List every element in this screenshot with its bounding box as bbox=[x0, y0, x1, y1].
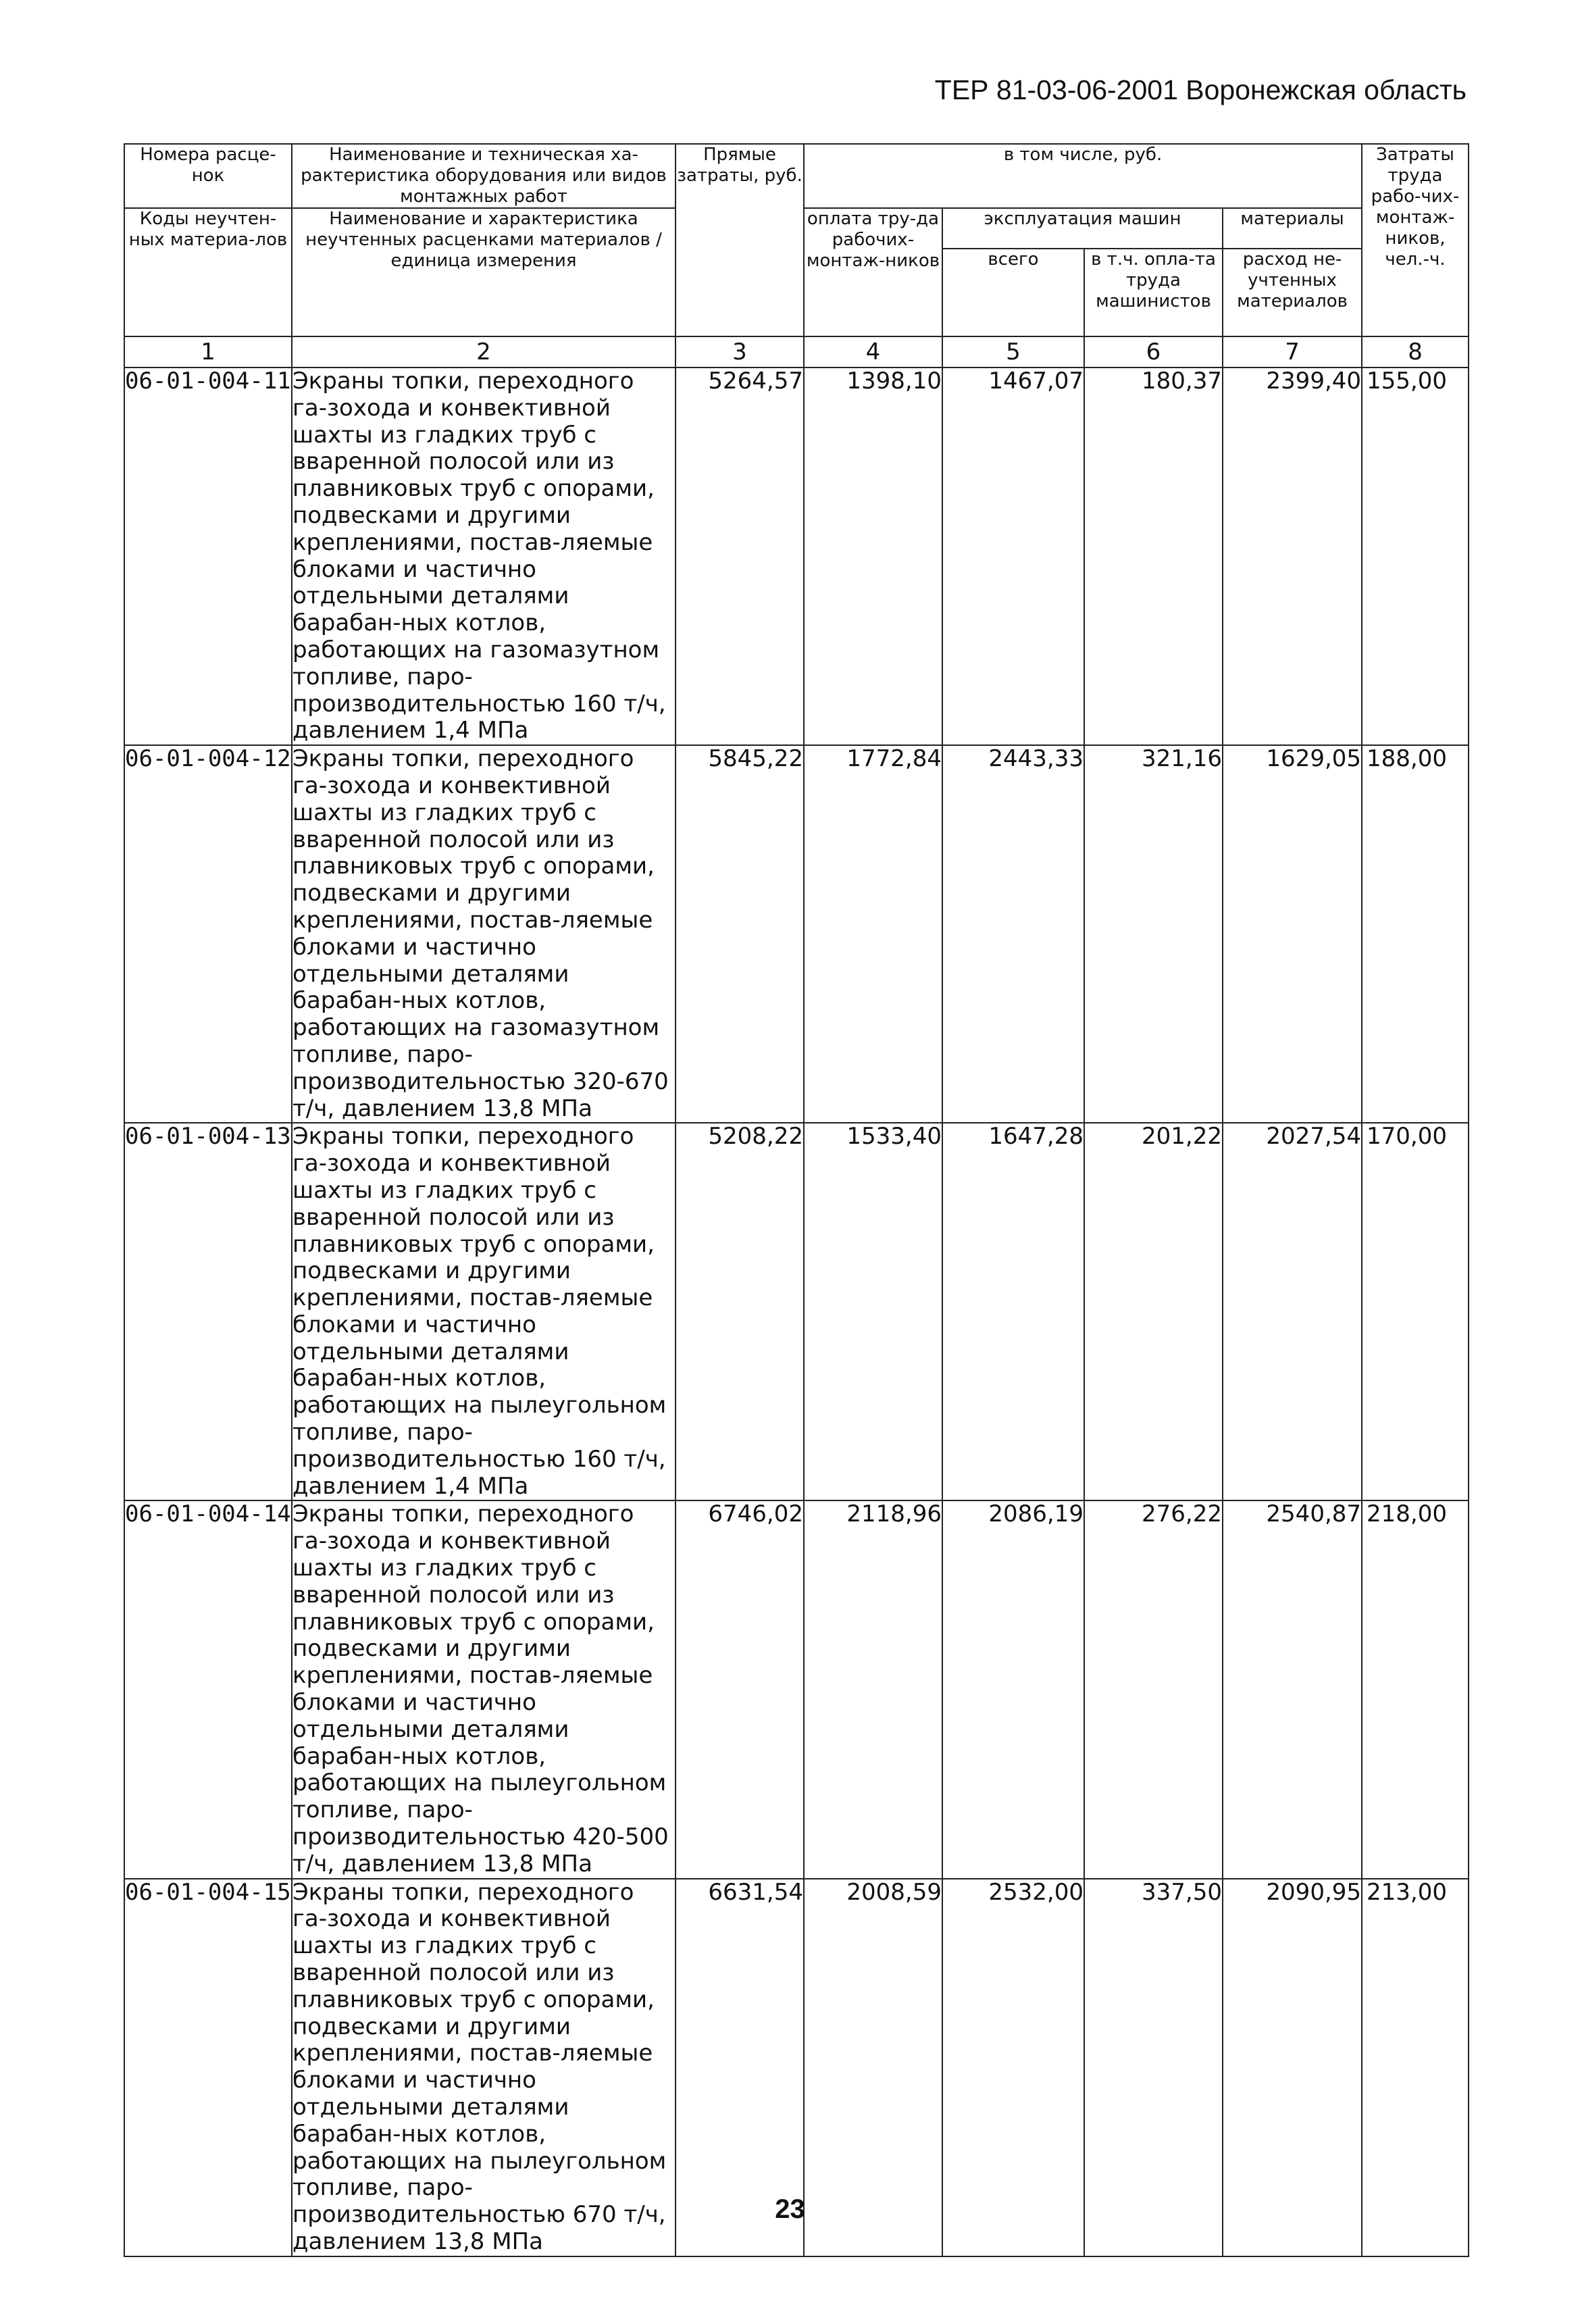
table-row bbox=[124, 745, 1469, 1123]
header-codes-bottom: Коды неучтен-ных материа-лов bbox=[124, 208, 292, 336]
machine-total-value: 2532,00 bbox=[942, 1879, 1084, 2256]
direct-costs-value: 6746,02 bbox=[676, 1500, 804, 1878]
rate-code: 06-01-004-14 bbox=[124, 1500, 292, 1878]
rate-name: Экраны топки, переходного га-зохода и конвективной шахты из гладких труб с вваренной полосой или из плавниковых труб с опорами, подвесками и другими креплениями, постав-ляемые блоками и частично отдельными деталями барабан-ных котлов, работающих на пылеугольном топливе, паро-производительностью 420-500 т/ч, давлением 13,8 МПа bbox=[292, 1500, 676, 1878]
column-number: 3 bbox=[676, 336, 804, 368]
machine-total-value: 2443,33 bbox=[942, 745, 1084, 1123]
direct-costs-value: 5208,22 bbox=[676, 1123, 804, 1500]
header-labor-pay: оплата тру-да рабочих-монтаж-ников bbox=[804, 208, 942, 336]
materials-value: 2027,54 bbox=[1223, 1123, 1362, 1500]
labor-hours-value: 218,00 bbox=[1362, 1500, 1469, 1878]
header-materials: материалы bbox=[1223, 208, 1362, 249]
machine-total-value: 2086,19 bbox=[942, 1500, 1084, 1878]
table-row bbox=[124, 1123, 1469, 1500]
rate-code: 06-01-004-11 bbox=[124, 368, 292, 745]
column-number-row bbox=[124, 336, 1469, 368]
header-direct-costs: Прямые затраты, руб. bbox=[676, 144, 804, 336]
operators-pay-value: 276,22 bbox=[1084, 1500, 1223, 1878]
direct-costs-value: 5845,22 bbox=[676, 745, 804, 1123]
table-row bbox=[124, 368, 1469, 745]
rate-name: Экраны топки, переходного га-зохода и конвективной шахты из гладких труб с вваренной полосой или из плавниковых труб с опорами, подвесками и другими креплениями, постав-ляемые блоками и частично отдельными деталями барабан-ных котлов, работающих на газомазутном топливе, паро-производительностью 320-670 т/ч, давлением 13,8 МПа bbox=[292, 745, 676, 1123]
page-number: 23 bbox=[775, 2194, 805, 2224]
column-number: 4 bbox=[804, 336, 942, 368]
machine-total-value: 1647,28 bbox=[942, 1123, 1084, 1500]
labor-pay-value: 2008,59 bbox=[804, 1879, 942, 2256]
labor-hours-value: 213,00 bbox=[1362, 1879, 1469, 2256]
header-machine-total: всего bbox=[942, 249, 1084, 336]
header-materials-unaccounted: расход не-учтенных материалов bbox=[1223, 249, 1362, 336]
direct-costs-value: 6631,54 bbox=[676, 1879, 804, 2256]
column-number: 1 bbox=[124, 336, 292, 368]
rates-table bbox=[124, 143, 1469, 2257]
header-machine-operators-pay: в т.ч. опла-та труда машинистов bbox=[1084, 249, 1223, 336]
operators-pay-value: 201,22 bbox=[1084, 1123, 1223, 1500]
header-name-top: Наименование и техническая ха-рактеристика оборудования или видов монтажных работ bbox=[292, 144, 676, 208]
materials-value: 2399,40 bbox=[1223, 368, 1362, 745]
labor-hours-value: 155,00 bbox=[1362, 368, 1469, 745]
column-number: 6 bbox=[1084, 336, 1223, 368]
rate-code: 06-01-004-15 bbox=[124, 1879, 292, 2256]
labor-pay-value: 1533,40 bbox=[804, 1123, 942, 1500]
labor-hours-value: 170,00 bbox=[1362, 1123, 1469, 1500]
table-row bbox=[124, 1500, 1469, 1878]
header-machine-ops: эксплуатация машин bbox=[942, 208, 1223, 249]
materials-value: 2540,87 bbox=[1223, 1500, 1362, 1878]
column-number: 2 bbox=[292, 336, 676, 368]
materials-value: 2090,95 bbox=[1223, 1879, 1362, 2256]
header-name-bottom: Наименование и характеристика неучтенных расценками материалов / единица измерения bbox=[292, 208, 676, 336]
column-number: 7 bbox=[1223, 336, 1362, 368]
rate-name: Экраны топки, переходного га-зохода и конвективной шахты из гладких труб с вваренной полосой или из плавниковых труб с опорами, подвесками и другими креплениями, постав-ляемые блоками и частично отдельными деталями барабан-ных котлов, работающих на пылеугольном топливе, паро-производительностью 160 т/ч, давлением 1,4 МПа bbox=[292, 1123, 676, 1500]
column-number: 8 bbox=[1362, 336, 1469, 368]
rate-code: 06-01-004-13 bbox=[124, 1123, 292, 1500]
direct-costs-value: 5264,57 bbox=[676, 368, 804, 745]
rate-code: 06-01-004-12 bbox=[124, 745, 292, 1123]
header-including: в том числе, руб. bbox=[804, 144, 1362, 208]
header-codes-top: Номера расце-нок bbox=[124, 144, 292, 208]
column-number: 5 bbox=[942, 336, 1084, 368]
labor-hours-value: 188,00 bbox=[1362, 745, 1469, 1123]
labor-pay-value: 2118,96 bbox=[804, 1500, 942, 1878]
document-title: ТЕР 81-03-06-2001 Воронежская область bbox=[934, 74, 1467, 105]
materials-value: 1629,05 bbox=[1223, 745, 1362, 1123]
rate-name: Экраны топки, переходного га-зохода и конвективной шахты из гладких труб с вваренной полосой или из плавниковых труб с опорами, подвесками и другими креплениями, постав-ляемые блоками и частично отдельными деталями барабан-ных котлов, работающих на газомазутном топливе, паро-производительностью 160 т/ч, давлением 1,4 МПа bbox=[292, 368, 676, 745]
rate-name: Экраны топки, переходного га-зохода и конвективной шахты из гладких труб с вваренной полосой или из плавниковых труб с опорами, подвесками и другими креплениями, постав-ляемые блоками и частично отдельными деталями барабан-ных котлов, работающих на пылеугольном топливе, паро-производительностью 670 т/ч, давлением 13,8 МПа bbox=[292, 1879, 676, 2256]
operators-pay-value: 337,50 bbox=[1084, 1879, 1223, 2256]
header-labor-costs: Затраты труда рабо-чих-монтаж-ников, чел.-ч. bbox=[1362, 144, 1469, 336]
operators-pay-value: 321,16 bbox=[1084, 745, 1223, 1123]
operators-pay-value: 180,37 bbox=[1084, 368, 1223, 745]
labor-pay-value: 1398,10 bbox=[804, 368, 942, 745]
labor-pay-value: 1772,84 bbox=[804, 745, 942, 1123]
machine-total-value: 1467,07 bbox=[942, 368, 1084, 745]
